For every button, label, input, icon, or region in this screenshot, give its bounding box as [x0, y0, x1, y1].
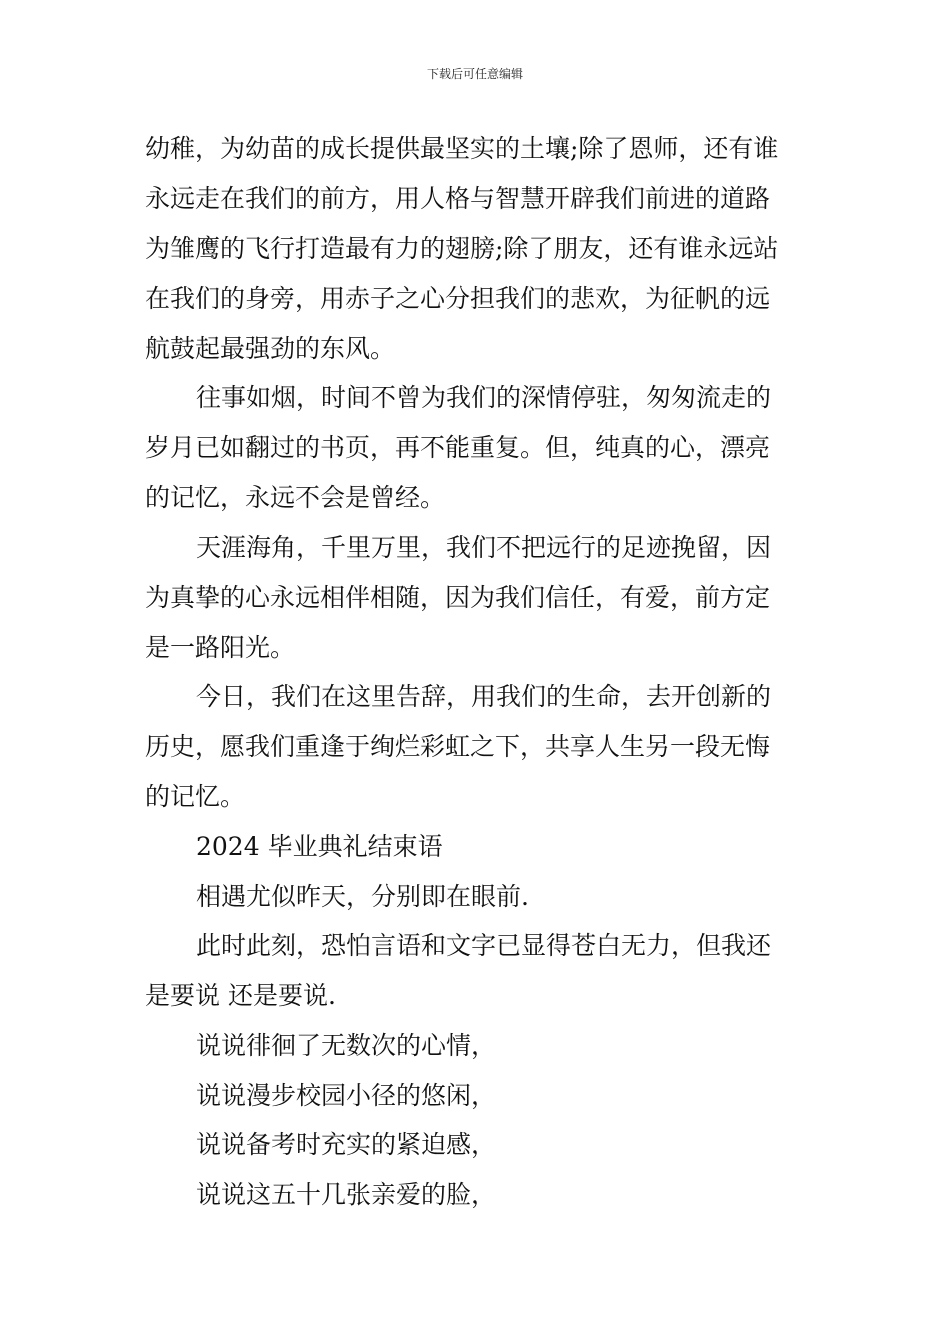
- paragraph-start: 此时此刻，恐怕言语和文字已显得苍白无力，但我还: [196, 931, 772, 960]
- body-line: 为真挚的心永远相伴相随，因为我们信任，有爱，前方定: [145, 583, 771, 612]
- body-line: 为雏鹰的飞行打造最有力的翅膀;除了朋友，还有谁永远站: [145, 234, 779, 263]
- body-line: 岁月已如翻过的书页，再不能重复。但，纯真的心，漂亮: [145, 433, 771, 462]
- body-line: 在我们的身旁，用赤子之心分担我们的悲欢，为征帆的远: [145, 284, 771, 313]
- verse-line: 说说这五十几张亲爱的脸，: [196, 1180, 497, 1209]
- paragraph-start: 今日，我们在这里告辞，用我们的生命，去开创新的: [196, 682, 772, 711]
- body-line: 是要说 还是要说.: [145, 981, 336, 1010]
- paragraph-start: 天涯海角，千里万里，我们不把远行的足迹挽留，因: [196, 533, 772, 562]
- body-line: 航鼓起最强劲的东风。: [145, 334, 396, 363]
- body-line: 的记忆，永远不会是曾经。: [145, 483, 446, 512]
- verse-line: 说说徘徊了无数次的心情，: [196, 1031, 497, 1060]
- body-line: 幼稚，为幼苗的成长提供最坚实的土壤;除了恩师，还有谁: [145, 134, 779, 163]
- verse-line: 说说漫步校园小径的悠闲，: [196, 1081, 497, 1110]
- body-line: 永远走在我们的前方，用人格与智慧开辟我们前进的道路: [145, 184, 771, 213]
- paragraph-start: 往事如烟，时间不曾为我们的深情停驻，匆匆流走的: [196, 383, 772, 412]
- body-line: 的记忆。: [145, 782, 246, 811]
- paragraph-start: 相遇尤似昨天，分别即在眼前.: [196, 882, 529, 911]
- body-line: 是一路阳光。: [145, 633, 296, 662]
- verse-line: 说说备考时充实的紧迫感，: [196, 1130, 497, 1159]
- body-line: 历史，愿我们重逢于绚烂彩虹之下，共享人生另一段无悔: [145, 732, 771, 761]
- page-header: 下载后可任意编辑: [426, 67, 523, 81]
- section-title: 2024 毕业典礼结束语: [196, 832, 443, 861]
